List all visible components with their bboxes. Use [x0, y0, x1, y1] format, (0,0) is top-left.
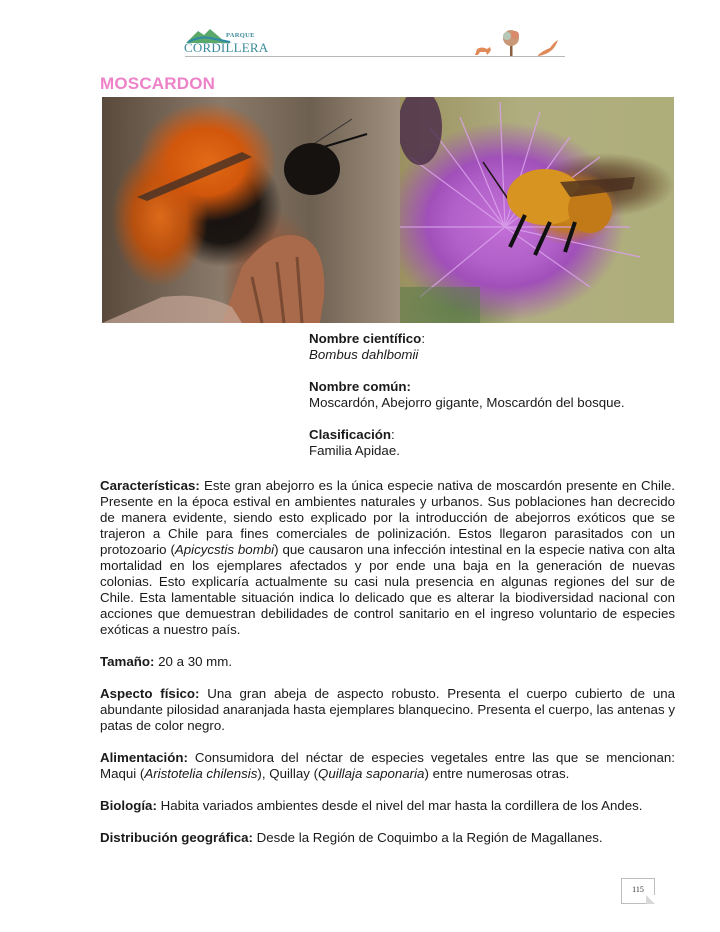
aspecto-text: Una gran abeja de aspecto robusto. Presenta el cuerpo cubierto de una abundante pilosidad anaranjada hasta ejemplares blanquecino. Presenta el cuerpo, las antenas y patas de color negro. — [100, 686, 676, 733]
section-distribucion — [100, 830, 675, 846]
parque-cordillera-logo — [184, 27, 269, 57]
header-divider — [185, 56, 565, 57]
photo-bumblebee-on-stump — [102, 97, 400, 323]
caracteristicas-text-cont: ) que causaron una infección intestinal en la especie nativa con alta mortalidad en los ejemplares afectados y por ende una baja en la generación de nuevas colonias. Esto explicaría actualmente su casi nula presencia en algunas regiones del sur de Chile. Esta lamentable situación indica lo delicado que es alterar la biodiversidad nacional con acciones que demuestran debilidades de control sanitario en el ingreso voluntario de especies exóticas a nuestro país. — [100, 542, 675, 637]
page-header — [0, 0, 720, 62]
common-name-label: Nombre común: — [309, 379, 411, 394]
quillay-species-name: Quillaja saponaria — [318, 766, 425, 781]
page-number: 115 — [632, 885, 644, 894]
bird-icon — [538, 40, 558, 56]
logo-text-parque: PARQUE — [226, 32, 255, 39]
biologia-label: Biología: — [100, 798, 157, 813]
alimentacion-label: Alimentación: — [100, 750, 188, 765]
scientific-name-block — [309, 331, 625, 363]
page-number-badge — [621, 878, 655, 904]
tamano-label: Tamaño: — [100, 654, 155, 669]
caracteristicas-text: Este gran abejorro es la única especie nativa de moscardón presente en Chile. Presente en la época estival en ambientes naturales y urbanos. Sus poblaciones han decrecido de manera evidente, siendo esto explicado por la introducción de abejorros exóticos que se trajeron a Chile para fines comerciales de polinización. Estos llegaron parasitados con un protozoario ( — [100, 478, 675, 557]
logo-text-cordillera: CORDILLERA — [184, 40, 269, 55]
distribucion-text: Desde la Región de Coquimbo a la Región de Magallanes. — [252, 830, 603, 845]
distribucion-label: Distribución geográfica: — [100, 830, 253, 845]
description-body — [100, 478, 675, 862]
taxonomy-block — [309, 331, 625, 475]
scientific-name-label: Nombre científico — [309, 331, 422, 346]
section-biologia — [100, 798, 675, 814]
maqui-species-name: Aristotelia chilensis — [144, 766, 258, 781]
fox-icon — [475, 47, 491, 55]
tamano-text: 20 a 30 mm. — [154, 654, 233, 669]
section-aspecto — [100, 686, 675, 734]
common-name-block — [309, 379, 625, 411]
section-caracteristicas — [100, 478, 675, 638]
scientific-name-colon: : — [421, 331, 426, 346]
page-title: MOSCARDON — [100, 74, 216, 93]
classification-label: Clasificación — [309, 427, 392, 442]
aspecto-label: Aspecto físico: — [100, 686, 200, 701]
caracteristicas-label: Características: — [100, 478, 200, 493]
common-name-value: Moscardón, Abejorro gigante, Moscardón del bosque. — [309, 395, 625, 410]
alimentacion-text-end: ) entre numerosas otras. — [424, 766, 570, 781]
header-decoration — [470, 28, 565, 58]
page-curl-icon — [646, 895, 655, 904]
alimentacion-text: Consumidora del néctar de especies vegetales entre las que se mencionan: Maqui ( — [100, 750, 675, 781]
classification-block — [309, 427, 625, 459]
tree-icon — [503, 30, 519, 56]
parasite-species-name: Apicycstis bombi — [174, 542, 275, 557]
thistle-illustration — [400, 97, 674, 323]
bumblebee-illustration — [102, 97, 400, 323]
biologia-text: Habita variados ambientes desde el nivel del mar hasta la cordillera de los Andes. — [156, 798, 643, 813]
classification-colon: : — [391, 427, 395, 442]
classification-value: Familia Apidae. — [309, 443, 400, 458]
section-tamano — [100, 654, 675, 670]
scientific-name-value: Bombus dahlbomii — [309, 347, 419, 362]
photo-bumblebee-on-thistle — [400, 97, 674, 323]
section-alimentacion — [100, 750, 675, 782]
alimentacion-text-cont: ), Quillay ( — [257, 766, 319, 781]
